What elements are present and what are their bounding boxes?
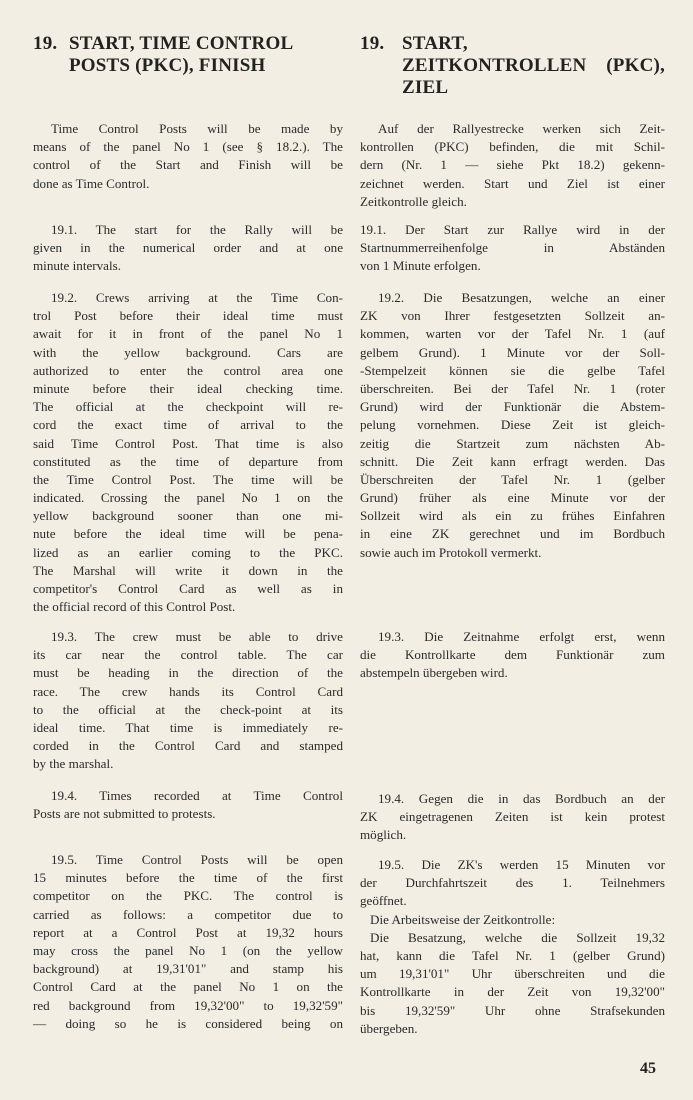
text-line: Posts are not submitted to protests. [33,806,216,822]
text-line: trol Post before their ideal time must [33,308,343,324]
text-line: lized as an earlier coming to the PKC. [33,544,343,560]
text-line: 19.2. Die Besatzungen, welche an einer [378,290,665,305]
text-line: competitor on the PKC. The control is [33,888,343,904]
german-intro-paragraph [360,120,665,211]
german-section-19-1 [360,221,665,276]
text-line: Auf der Rallyestrecke werken sich Zeit- [378,121,665,136]
english-section-19-2 [33,289,343,616]
text-line: von 1 Minute erfolgen. [360,258,481,274]
english-heading-line: POSTS (PKC), FINISH [69,55,266,76]
text-line: authorized to enter the control area one [33,362,343,378]
text-line: yellow background sooner than one mi- [33,508,343,524]
text-line: um 19,31'01" Uhr überschreiten und die [360,966,665,982]
text-line: Die Besatzung, welche die Sollzeit 19,32 [370,929,665,945]
text-line: to the official at the check-point at its [33,701,343,717]
german-section-19-4 [360,790,665,845]
text-line: kontrollen (PKC) befinden, die mit Schil- [360,139,665,155]
german-heading-number: 19. [360,33,385,54]
text-line: must be heading in the direction of the [33,665,343,681]
page-number: 45 [640,1060,656,1077]
english-section-19-1 [33,221,343,276]
text-line: red background from 19,32'00" to 19,32'59" [33,997,343,1013]
text-line: zeichnet werden. Start und Ziel ist einer [360,175,665,191]
text-line: its car near the control table. The car [33,647,343,663]
text-line: die Kontrollkarte dem Funktionär zum [360,647,665,663]
text-line: 19.3. Die Zeitnahme erfolgt erst, wenn [378,629,665,644]
text-line: 19.4. Gegen die in das Bordbuch an der [378,791,665,806]
english-heading [33,33,343,77]
text-line: zeitig die Startzeit zum nächsten Ab- [360,435,665,451]
german-heading-line: ZEITKONTROLLEN (PKC), [402,55,665,76]
text-line: minute intervals. [33,258,121,274]
text-line: by the marshal. [33,756,114,772]
german-heading-line: START, [402,33,468,54]
english-section-19-3 [33,628,343,774]
text-line: 19.1. The start for the Rally will be [51,222,343,237]
text-line: the Time Control Post. The time will be [33,471,343,487]
text-line: 19.3. The crew must be able to drive [51,629,343,644]
german-heading-line: ZIEL [402,77,449,98]
text-line: control of the Start and Finish will be [33,157,343,173]
text-line: carried as follows: a competitor due to [33,906,343,922]
text-line: Grund) wird der Funktionär die Abstem- [360,399,665,415]
text-line: schnitt. Die Zeit kann erfragt werden. Das [360,453,665,469]
text-line: sowie auch im Protokoll vermerkt. [360,544,542,560]
text-line: Startnummerreihenfolge in Abständen [360,240,665,256]
text-line: pelung vornehmen. Diese Zeit ist gleich- [360,417,665,433]
text-line: -Stempelzeit können sie die gelbe Tafel [360,362,665,378]
text-line: constituted as the time of departure from [33,453,343,469]
english-section-19-4 [33,787,343,823]
english-heading-line: START, TIME CONTROL [69,33,294,54]
text-line: überschreiten. Bei der Tafel Nr. 1 (roter [360,380,665,396]
text-line: abstempeln übergeben wird. [360,665,508,681]
text-line: Die Arbeitsweise der Zeitkontrolle: [370,911,556,927]
text-line: competitor's Control Card as well as in [33,581,343,596]
text-line: given in the numerical order and at one [33,240,343,256]
text-line: Grund) früher als eine Minute vor der [360,490,665,506]
text-line: the official record of this Control Post. [33,599,236,615]
text-line: 19.1. Der Start zur Rallye wird in der [360,222,665,237]
text-line: report at a Control Post at 19,32 hours [33,924,343,940]
text-line: 15 minutes before the time of the first [33,870,343,886]
english-heading-number: 19. [33,33,58,54]
text-line: Überschreiten der Tafel Nr. 1 (gelber [360,471,665,487]
text-line: with the yellow background. Cars are [33,344,343,360]
text-line: 19.4. Times recorded at Time Control [51,788,343,803]
text-line: Zeitkontrolle gleich. [360,193,467,209]
german-section-19-5 [360,856,665,1038]
text-line: minute before their ideal checking time. [33,380,343,396]
text-line: indicated. Crossing the panel No 1 on the [33,490,343,506]
german-section-19-2 [360,289,665,562]
text-line: ideal time. That time is immediately re- [33,719,343,735]
text-line: Kontrollkarte in der Zeit von 19,32'00" [360,984,665,1000]
text-line: dern (Nr. 1 — siehe Pkt 18.2) gekenn- [360,157,665,173]
text-line: said Time Control Post. That time is also [33,435,343,451]
text-line: gelbem Grund). 1 Minute vor der Soll- [360,344,665,360]
german-heading [360,33,665,99]
text-line: Control Card at the panel No 1 on the [33,979,343,995]
text-line: cord the exact time of arrival to the [33,417,343,433]
text-line: übergeben. [360,1020,418,1036]
text-line: background) at 19,31'01" and stamp his [33,961,343,977]
text-line: done as Time Control. [33,175,150,191]
text-line: in eine ZK gerechnet und im Bordbuch [360,526,665,542]
text-line: bis 19,32'59" Uhr ohne Strafsekunden [360,1002,665,1018]
text-line: nute before the ideal time will be pena- [33,526,343,542]
text-line: may cross the panel No 1 (on the yellow [33,942,343,958]
text-line: race. The crew hands its Control Card [33,683,343,699]
text-line: geöffnet. [360,893,407,909]
text-line: 19.5. Die ZK's werden 15 Minuten vor [378,857,665,872]
text-line: means of the panel No 1 (see § 18.2.). The [33,139,343,155]
text-line: Time Control Posts will be made by [51,121,343,136]
text-line: corded in the Control Card and stamped [33,738,343,754]
text-line: — doing so he is considered being on [33,1015,343,1031]
text-line: 19.5. Time Control Posts will be open [51,852,343,867]
text-line: 19.2. Crews arriving at the Time Con- [51,290,343,305]
text-line: await for it in front of the panel No 1 [33,326,343,342]
text-line: kommen, warten vor der Tafel Nr. 1 (auf [360,326,665,342]
text-line: ZK von Ihrer festgesetzten Sollzeit an- [360,308,665,324]
english-section-19-5 [33,851,343,1033]
text-line: der Durchfahrtszeit des 1. Teilnehmers [360,875,665,891]
german-section-19-3 [360,628,665,683]
text-line: The Marshal will write it down in the [33,562,343,578]
text-line: möglich. [360,827,407,843]
english-intro-paragraph [33,120,343,193]
text-line: The official at the checkpoint will re- [33,399,343,415]
text-line: Sollzeit wird als ein zu frühes Einfahren [360,508,665,524]
text-line: ZK eingetragenen Zeiten ist kein protest [360,809,665,825]
text-line: hat, kann die Tafel Nr. 1 (gelber Grund) [360,947,665,963]
